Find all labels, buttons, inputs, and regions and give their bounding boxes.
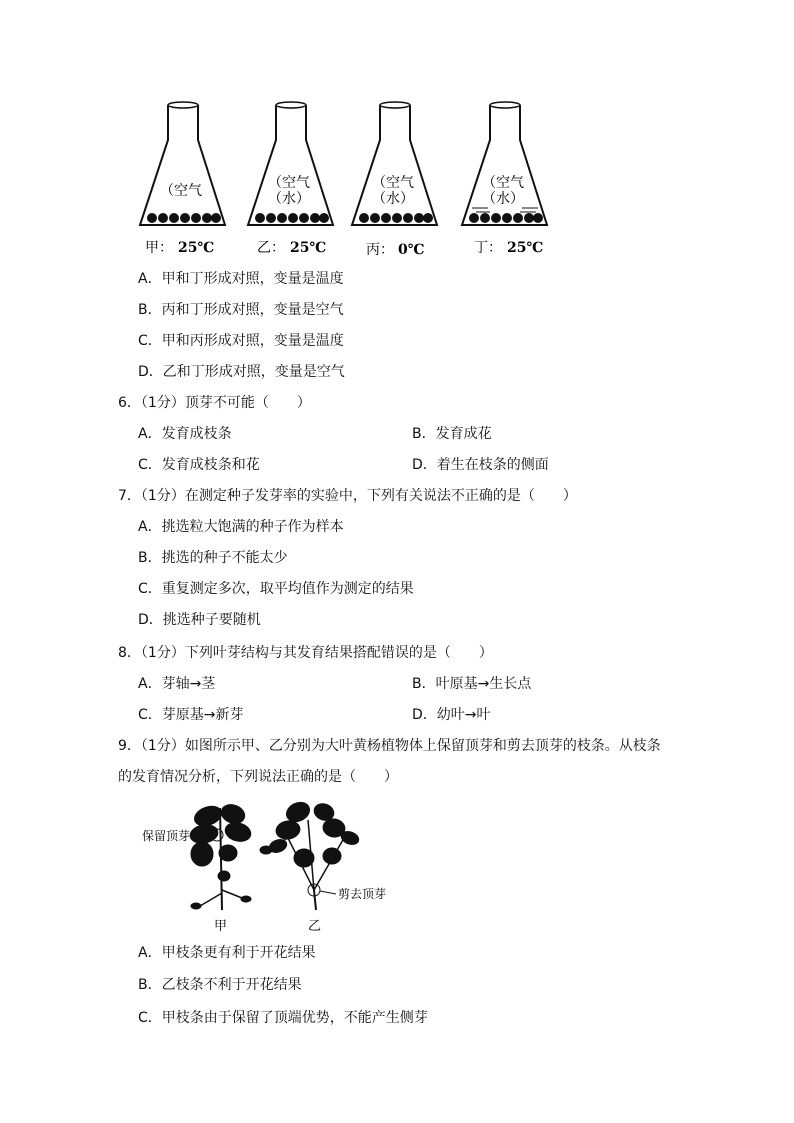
flask-bing — [352, 102, 437, 225]
q6-option-c: C．发育成枝条和花 — [138, 457, 260, 473]
q8-option-c: C．芽原基→新芽 — [138, 707, 244, 723]
q5-option-c: C．甲和丙形成对照，变量是温度 — [138, 333, 344, 349]
flask-yi-inner-2: （水） — [268, 191, 310, 207]
flask-bing-inner-2: （水） — [372, 191, 414, 207]
q8-option-b: B．叶原基→生长点 — [412, 676, 532, 692]
flask-yi — [248, 102, 333, 225]
flask-bing-label-name: 丙： — [366, 242, 394, 258]
flask-jia-label-temp: 25℃ — [178, 240, 215, 256]
plant-jia — [189, 801, 253, 910]
plant-branch-figure — [138, 798, 408, 936]
label-jia: 甲 — [214, 919, 228, 934]
label-cut-bud: 剪去顶芽 — [338, 887, 387, 901]
q9-option-c: C．甲枝条由于保留了顶端优势，不能产生侧芽 — [138, 1010, 428, 1026]
flask-yi-label-name: 乙： — [257, 240, 285, 256]
flask-ding-label-name: 丁： — [474, 240, 502, 256]
q7-option-d: D．挑选种子要随机 — [138, 612, 261, 628]
flask-ding-label-temp: 25℃ — [507, 240, 544, 256]
flask-yi-label-temp: 25℃ — [290, 240, 327, 256]
label-yi: 乙 — [308, 919, 322, 934]
q7-option-a: A．挑选粒大饱满的种子作为样本 — [138, 519, 344, 535]
q8-stem: 8．（1分）下列叶芽结构与其发育结果搭配错误的是（ ） — [118, 645, 493, 661]
flask-yi-inner-1: （空气 — [268, 175, 310, 191]
q7-option-b: B．挑选的种子不能太少 — [138, 550, 288, 566]
flask-ding-inner-1: （空气 — [482, 175, 524, 191]
flask-jia-label-name: 甲： — [145, 240, 173, 256]
flask-jia — [140, 102, 225, 225]
label-keep-bud: 保留顶芽 — [142, 829, 191, 843]
q9-option-b: B．乙枝条不利于开花结果 — [138, 977, 302, 993]
q6-option-a: A．发育成枝条 — [138, 426, 232, 442]
q5-option-a: A．甲和丁形成对照，变量是温度 — [138, 271, 344, 287]
q5-option-b: B．丙和丁形成对照，变量是空气 — [138, 302, 344, 318]
q9-stem-line1: 9．（1分）如图所示甲、乙分别为大叶黄杨植物体上保留顶芽和剪去顶芽的枝条。从枝条 — [118, 738, 661, 754]
q5-option-d: D．乙和丁形成对照，变量是空气 — [138, 364, 345, 380]
q9-stem-line2: 的发育情况分析，下列说法正确的是（ ） — [118, 769, 398, 785]
q6-option-b: B．发育成花 — [412, 426, 492, 442]
q8-option-d: D．幼叶→叶 — [412, 707, 491, 723]
q6-option-d: D．着生在枝条的侧面 — [412, 457, 549, 473]
flask-jia-inner-1: （空气 — [160, 183, 202, 199]
flask-ding — [462, 102, 547, 225]
q9-option-a: A．甲枝条更有利于开花结果 — [138, 945, 316, 961]
flask-bing-label-temp: 0℃ — [398, 242, 425, 258]
q6-stem: 6．（1分）顶芽不可能（ ） — [118, 395, 311, 411]
flask-bing-inner-1: （空气 — [372, 175, 414, 191]
flask-ding-inner-2: （水） — [482, 191, 524, 207]
q7-option-c: C．重复测定多次，取平均值作为测定的结果 — [138, 581, 414, 597]
flask-experiment-figure — [130, 95, 570, 265]
q8-option-a: A．芽轴→茎 — [138, 676, 216, 692]
q7-stem: 7．（1分）在测定种子发芽率的实验中，下列有关说法不正确的是（ ） — [118, 488, 577, 504]
